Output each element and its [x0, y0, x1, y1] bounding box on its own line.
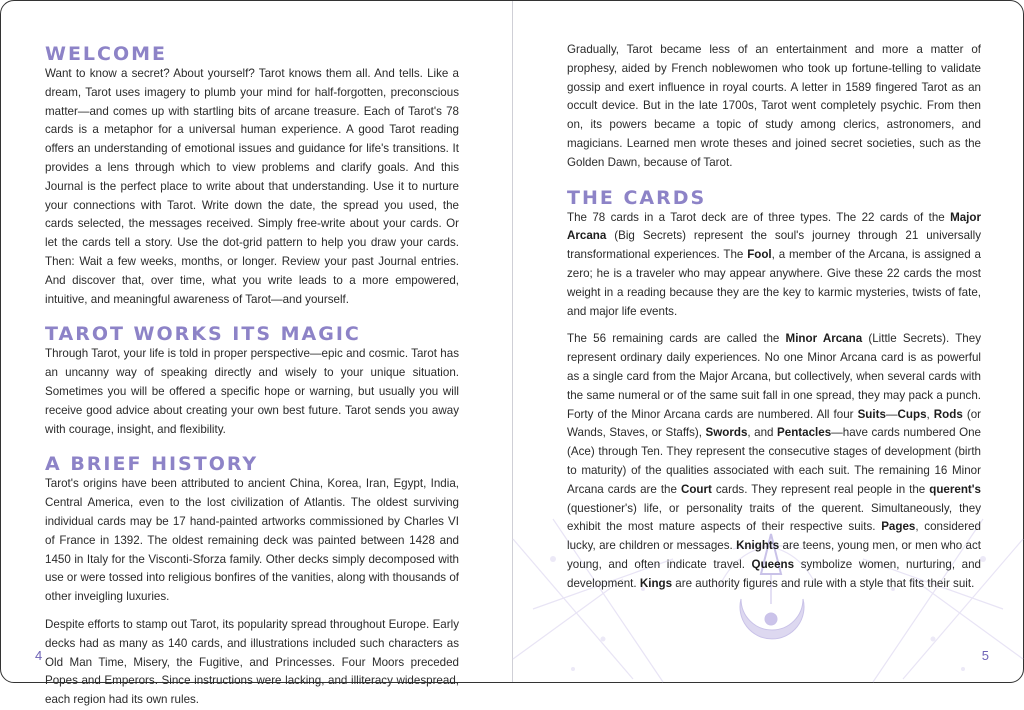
- magic-paragraph: Through Tarot, your life is told in proper perspective—epic and cosmic. Tarot has an uncanny way of speaking directly and wisely to your unique situation. Sometimes you will be offered a specific hope or warning, but usually you will receive good advice about creating your own best future. Tarot sends you away with courage, insight, and flexibility.: [45, 347, 459, 436]
- history-continued-paragraph: Gradually, Tarot became less of an entertainment and more a matter of prophesy, aided by French noblewomen who took up fortune-telling to validate gossip and exert influence in royal courts. A letter in 1589 fingered Tarot as an occult device. But in the late 1700s, Tarot went completely psychic. From then on, its powers became a topic of study among clerics, astronomers, and magicians. Learned men wrote theses and joined secret societies, such as the Golden Dawn, because of Tarot.: [567, 43, 981, 169]
- heading-a-brief-history: A BRIEF HISTORY: [45, 453, 259, 476]
- page-number-right: 5: [981, 648, 989, 663]
- bold-term: Minor Arcana: [785, 332, 863, 346]
- welcome-paragraph: Want to know a secret? About yourself? Tarot knows them all. And tells. Like a dream, Tarot uses imagery to plumb your mind for half-forgotten, preconscious matter—and comes up with startling bits of arcane treasure. Each of Tarot's 78 cards is a metaphor for a universal human experience. A good Tarot reading offers an understanding of emotional issues and guidance for life's transitions. It provides a lens through which to view problems and clarify goals. And this Journal is the perfect place to write about that understanding. Use it to nurture your connections with Tarot. Write down the date, the spread you used, the cards selected, the messages received. Simply free-write about your cards. Or let the cards tell a story. Use the dot-grid pattern to help you draw your cards. Then: Wait a few weeks, months, or longer. Review your past Journal entries. And discover that, over time, what you write leads to a more empowered, intuitive, and meaningful awareness of Tarot—and yourself.: [45, 67, 459, 306]
- heading-welcome: WELCOME: [45, 43, 168, 65]
- history-paragraph-2: Despite efforts to stamp out Tarot, its popularity spread throughout Europe. Early decks had as many as 140 cards, and illustrations included such characters as Old Man Time, Misery, the Fugitive, and Princesses. Four Moors preceded Popes and Emperors. Since instructions were lacking, and illiteracy widespread, each region had its own rules.: [45, 617, 459, 707]
- bold-term: Court: [680, 482, 712, 496]
- page-number-left: 4: [35, 648, 43, 663]
- bold-term: Rods: [933, 407, 963, 421]
- cards-paragraph-2: The 56 remaining cards are called the Minor Arcana (Little Secrets). They represent ordinary daily experiences. No one Minor Arcana card is as powerful as a single card from the Major Arcana, but collectively, when several cards with the same numeral or of the same suit fall in one spread, they may pack a punch. Forty of the Minor Arcana cards are numbered. All four Suits—Cups, Rods (or Wands, Staves, or Staffs), Swords, and Pentacles—have cards numbered One (Ace) through Ten. They represent the consecutive stages of development (birth to maturity) of the qualities associated with each suit. The remaining 16 Minor Arcana cards are the Court cards. They represent real people in the querent's (questioner's) life, or personality traits of the querent. Simultaneously, they exhibit the most mature aspects of their respective suits. Pages, considered lucky, are children or messages. Knights are teens, young men, or men who act young, and often indicate travel. Queens symbolize women, nurturing, and development. Kings are authority figures and rule with a style that fits their suit.: [567, 332, 982, 590]
- left-page: [1, 1, 512, 707]
- bold-term: Swords: [705, 426, 748, 440]
- right-page: [513, 1, 1023, 682]
- right-column: [567, 1, 981, 594]
- bold-term: Queens: [751, 557, 795, 571]
- bold-term: Cups: [897, 407, 927, 421]
- left-column: [45, 1, 459, 710]
- bold-term: querent's: [929, 482, 981, 496]
- bold-term: Pentacles: [777, 426, 832, 440]
- history-paragraph-1: Tarot's origins have been attributed to ancient China, Korea, Iran, Egypt, India, Central America, even to the lost civilization of Atlantis. The oldest surviving individual cards may be 17 hand-painted artworks commissioned by Charles VI of France in 1392. The oldest remaining deck was painted between 1428 and 1450 in Italy for the Visconti-Sforza family. Other decks simply decomposed with use or were tossed into religious bonfires of the vanities, along with thousands of other inveigling luxuries.: [45, 477, 459, 604]
- bold-term: Knights: [736, 539, 780, 553]
- cards-paragraph-1: The 78 cards in a Tarot deck are of three types. The 22 cards of the Major Arcana (Big Secrets) represent the soul's journey through 21 universally transformational experiences. The Fool, a member of the Arcana, is assigned a zero; he is a traveler who may appear anywhere. Give these 22 cards the most weight in a reading because they are the key to karmic mysteries, twists of fate, and major life events.: [567, 210, 981, 318]
- bold-term: Pages: [881, 520, 916, 534]
- bold-term: Suits: [857, 407, 886, 421]
- bold-term: Major Arcana: [567, 210, 981, 243]
- bold-term: Kings: [639, 576, 673, 590]
- bold-term: Fool: [747, 248, 772, 262]
- heading-tarot-works-its-magic: TAROT WORKS ITS MAGIC: [45, 323, 361, 346]
- heading-the-cards: THE CARDS: [567, 186, 707, 209]
